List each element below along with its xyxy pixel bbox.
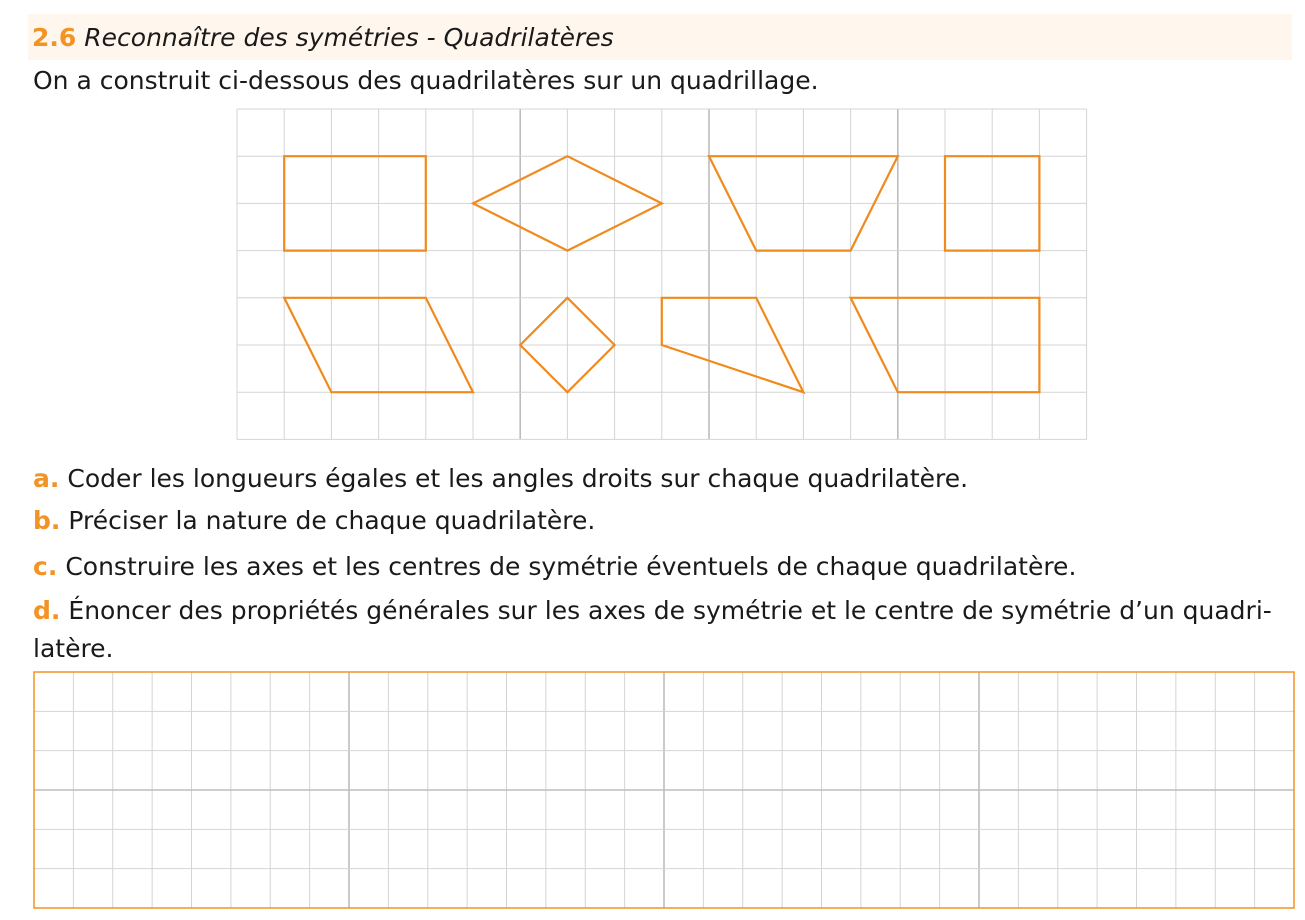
question-letter: c.: [33, 552, 58, 581]
intro-text: On a construit ci-dessous des quadrilatères sur un quadrillage.: [33, 66, 819, 95]
question-letter: a.: [33, 464, 60, 493]
section-number: 2.6: [32, 22, 77, 52]
question-b: [33, 504, 595, 538]
question-text: Coder les longueurs égales et les angles droits sur chaque quadrilatère.: [67, 464, 969, 493]
question-d-continuation: latère.: [33, 634, 114, 663]
question-d: [33, 594, 1272, 628]
question-text: Construire les axes et les centres de symétrie éventuels de chaque quadrilatère.: [65, 552, 1077, 581]
question-c: [33, 550, 1076, 584]
question-a: [33, 462, 968, 496]
question-text: Énoncer des propriétés générales sur les axes de symétrie et le centre de symétrie d’un quadri-: [68, 596, 1272, 625]
question-letter: d.: [33, 596, 61, 625]
question-text: Préciser la nature de chaque quadrilatère.: [68, 506, 596, 535]
answer-grid[interactable]: [33, 671, 1295, 909]
section-title: Reconnaître des symétries - Quadrilatères: [84, 22, 614, 52]
question-letter: b.: [33, 506, 61, 535]
quadrilaterals-figure: [236, 108, 1088, 442]
section-header: [28, 14, 1292, 60]
